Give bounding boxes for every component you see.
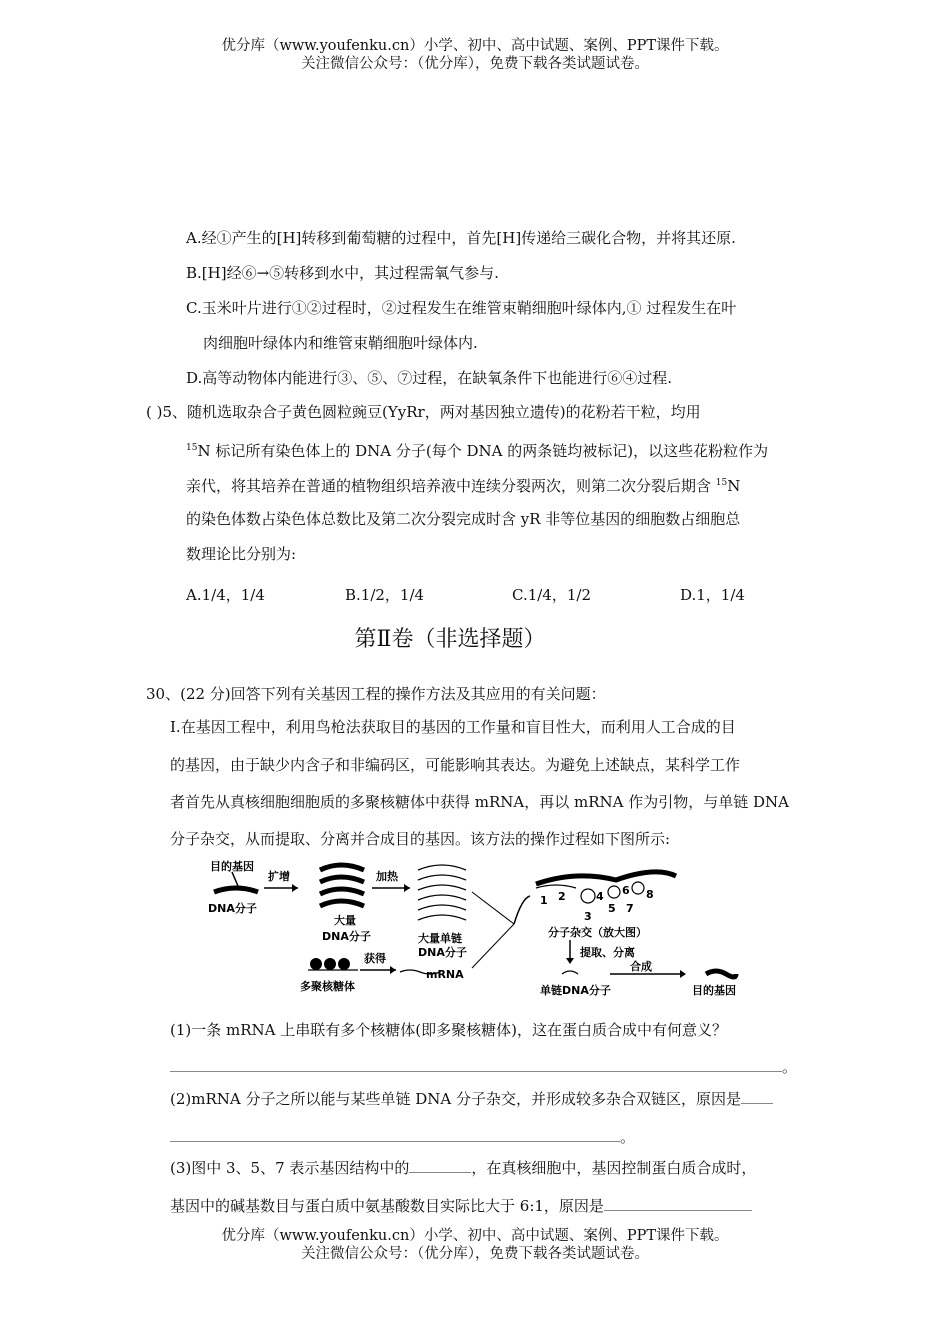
q5-text-3b: N <box>727 477 741 495</box>
q5-option-d: D.1，1/4 <box>680 586 745 604</box>
arrowhead <box>404 884 410 892</box>
q5-text-1: 5、随机选取杂合子黄色圆粒豌豆(YyRr，两对基因独立遗传)的花粉若干粒，均用 <box>162 403 701 421</box>
single-strand <box>418 915 466 920</box>
label-large-dna: DNA分子 <box>322 930 371 943</box>
dna-copy <box>320 865 364 870</box>
q5-line4: 的染色体数占染色体总数比及第二次分裂完成时含 yR 非等位基因的细胞数占细胞总 <box>186 510 741 528</box>
hybrid-double-region <box>536 872 676 884</box>
q5-line3 <box>186 473 740 496</box>
connector-curve <box>514 896 530 924</box>
hybrid-label-2: 2 <box>558 890 566 903</box>
hybrid-label-8: 8 <box>646 888 654 901</box>
q5-line5: 数理论比分别为: <box>186 545 297 563</box>
ribosome <box>324 958 336 970</box>
q30-intro: 30、(22 分)回答下列有关基因工程的操作方法及其应用的有关问题： <box>146 685 606 703</box>
q5-line1 <box>146 402 701 422</box>
hybrid-strand <box>536 885 576 888</box>
intron-loop <box>581 889 595 903</box>
ribosome <box>338 958 350 970</box>
intron-loop <box>608 886 620 898</box>
q5-line2 <box>186 438 768 461</box>
dna-copy <box>320 877 364 882</box>
isotope-superscript: 15 <box>715 478 728 488</box>
q4-option-c-line2: 肉细胞叶绿体内和维管束鞘细胞叶绿体内. <box>203 334 478 352</box>
period: 。 <box>782 1058 798 1076</box>
q30-sub2 <box>170 1089 773 1109</box>
arrowhead <box>680 970 686 978</box>
single-strand <box>418 875 466 880</box>
label-hybrid: 分子杂交（放大图） <box>548 926 647 939</box>
footer-line-2: 关注微信公众号：（优分库），免费下载各类试题试卷。 <box>301 1246 649 1262</box>
q30-paragraph-line2: 的基因，由于缺少内含子和非编码区，可能影响其表达。为避免上述缺点，某科学工作 <box>170 756 741 774</box>
q30-sub1: (1)一条 mRNA 上串联有多个核糖体(即多聚核糖体)，这在蛋白质合成中有何意义？ <box>170 1021 727 1039</box>
answer-blank-2a[interactable] <box>741 1089 773 1104</box>
hybrid-label-1: 1 <box>540 894 548 907</box>
q30-sub3-text-c: 基因中的碱基数目与蛋白质中氨基酸数目实际比大于 6:1，原因是 <box>170 1197 604 1215</box>
label-polyribosome: 多聚核糖体 <box>300 980 355 993</box>
answer-blank-3b[interactable] <box>604 1196 752 1211</box>
q4-option-b: B.[H]经⑥→⑤转移到水中，其过程需氧气参与. <box>186 264 499 282</box>
footer-line-1: 优分库（www.youfenku.cn）小学、初中、高中试题、案例、PPT课件下载。 <box>221 1228 729 1244</box>
q30-paragraph-line3: 者首先从真核细胞细胞质的多聚核糖体中获得 mRNA，再以 mRNA 作为引物，与单链 DNA <box>170 793 790 811</box>
label-dna-molecule: DNA分子 <box>208 902 257 915</box>
q30-sub3-text-a: (3)图中 3、5、7 表示基因结构中的 <box>170 1159 410 1177</box>
single-strand <box>418 895 466 900</box>
connector-line <box>472 924 514 968</box>
label-amplify: 扩增 <box>268 870 290 883</box>
hybrid-label-5: 5 <box>608 902 616 915</box>
ribosome <box>310 958 322 970</box>
q4-option-d: D.高等动物体内能进行③、⑤、⑦过程，在缺氧条件下也能进行⑥④过程. <box>186 369 673 387</box>
q30-sub2-text: (2)mRNA 分子之所以能与某些单链 DNA 分子杂交，并形成较多杂合双链区，原因是 <box>170 1090 742 1108</box>
label-target-gene: 目的基因 <box>210 860 254 873</box>
q5-option-b: B.1/2，1/4 <box>345 586 425 604</box>
label-target-gene-result: 目的基因 <box>692 984 736 997</box>
gene-synthesis-diagram <box>196 856 776 998</box>
period: 。 <box>620 1128 636 1146</box>
q30-sub3-line2 <box>170 1196 752 1216</box>
connector-line <box>472 892 514 924</box>
hybrid-label-3: 3 <box>584 910 592 923</box>
section-title: 第Ⅱ卷（非选择题） <box>354 627 546 652</box>
dna-double-strand <box>214 888 258 892</box>
q30-sub3-line1 <box>170 1158 756 1178</box>
answer-blank-2b[interactable] <box>170 1127 620 1142</box>
label-synthesize: 合成 <box>630 960 652 973</box>
q4-option-c-line1: C.玉米叶片进行①②过程时，②过程发生在维管束鞘细胞叶绿体内,① 过程发生在叶 <box>186 299 737 317</box>
answer-blank-3a[interactable] <box>409 1158 471 1173</box>
label-mrna: mRNA <box>426 968 464 981</box>
dna-copy <box>320 889 364 894</box>
q4-option-a: A.经①产生的[H]转移到葡萄糖的过程中，首先[H]传递给三碳化合物，并将其还原. <box>186 229 736 247</box>
header-line-2: 关注微信公众号：（优分库），免费下载各类试题试卷。 <box>301 56 649 72</box>
intron-loop <box>632 882 644 894</box>
answer-line-2 <box>170 1127 635 1147</box>
hybrid-label-6: 6 <box>622 884 630 897</box>
label-extract: 提取、分离 <box>580 946 635 959</box>
label-large-single-dna: DNA分子 <box>418 946 467 959</box>
answer-blank-1[interactable] <box>170 1057 782 1072</box>
hybrid-label-4: 4 <box>596 890 604 903</box>
hybrid-label-7: 7 <box>626 902 634 915</box>
target-gene-result <box>706 971 736 977</box>
q30-paragraph-line1: I.在基因工程中，利用鸟枪法获取目的基因的工作量和盲目性大，而利用人工合成的目 <box>170 718 736 736</box>
q30-paragraph-line4: 分子杂交，从而提取、分离并合成目的基因。该方法的操作过程如下图所示: <box>170 830 671 848</box>
q5-option-a: A.1/4，1/4 <box>186 586 265 604</box>
answer-line-1 <box>170 1057 797 1077</box>
label-obtain: 获得 <box>364 952 386 965</box>
label-large-single: 大量单链 <box>418 932 462 945</box>
arrowhead <box>566 958 574 964</box>
label-large: 大量 <box>334 914 356 927</box>
single-dna-strand <box>562 971 578 974</box>
header-line-1: 优分库（www.youfenku.cn）小学、初中、高中试题、案例、PPT课件下载。 <box>221 38 729 54</box>
q5-option-c: C.1/4，1/2 <box>512 586 591 604</box>
arrowhead <box>292 884 298 892</box>
q5-text-2: N 标记所有染色体上的 DNA 分子(每个 DNA 的两条链均被标记)，以这些花粉粒作为 <box>197 442 769 460</box>
single-strand <box>418 885 466 890</box>
label-single-dna: 单链DNA分子 <box>540 984 611 997</box>
q30-sub3-text-b: ，在真核细胞中，基因控制蛋白质合成时， <box>471 1159 757 1177</box>
pointer-arrow <box>232 872 238 886</box>
label-heat: 加热 <box>376 870 398 883</box>
single-strand <box>418 865 466 870</box>
arrowhead <box>390 966 396 974</box>
q5-text-3: 亲代，将其培养在普通的植物组织培养液中连续分裂两次，则第二次分裂后期含 <box>186 477 716 495</box>
single-strand <box>418 905 466 910</box>
isotope-superscript: 15 <box>186 443 198 453</box>
answer-bracket[interactable]: ( ) <box>146 403 163 421</box>
dna-copy <box>320 901 364 906</box>
